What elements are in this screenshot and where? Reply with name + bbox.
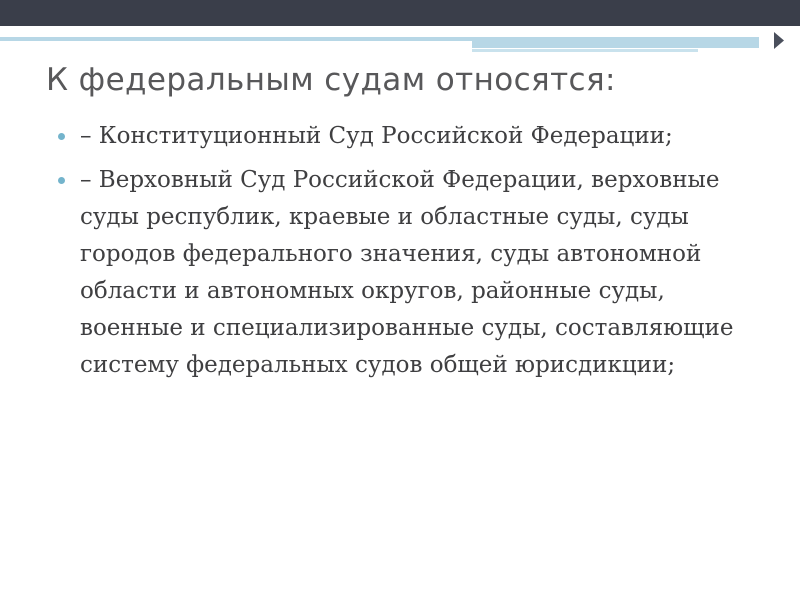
corner-arrow-icon	[764, 28, 800, 52]
slide-title: К федеральным судам относятся:	[46, 62, 616, 98]
bullet-icon	[58, 133, 65, 140]
header-band	[0, 0, 800, 26]
accent-stripe-secondary	[472, 49, 698, 52]
bullet-text: – Верховный Суд Российской Федерации, верховные суды республик, краевые и областные суды, суды городов федерального значения, суды автономной области и автономных округов, районные суды, военные и специализированные суды, составляющие систему федеральных судов общей юрисдикции;	[80, 167, 734, 378]
bullet-text: – Конституционный Суд Российской Федерации;	[80, 123, 673, 149]
list-item	[54, 118, 754, 155]
list-item	[54, 162, 754, 384]
bullet-list	[54, 118, 754, 391]
accent-block	[472, 41, 759, 48]
bullet-icon	[58, 177, 65, 184]
